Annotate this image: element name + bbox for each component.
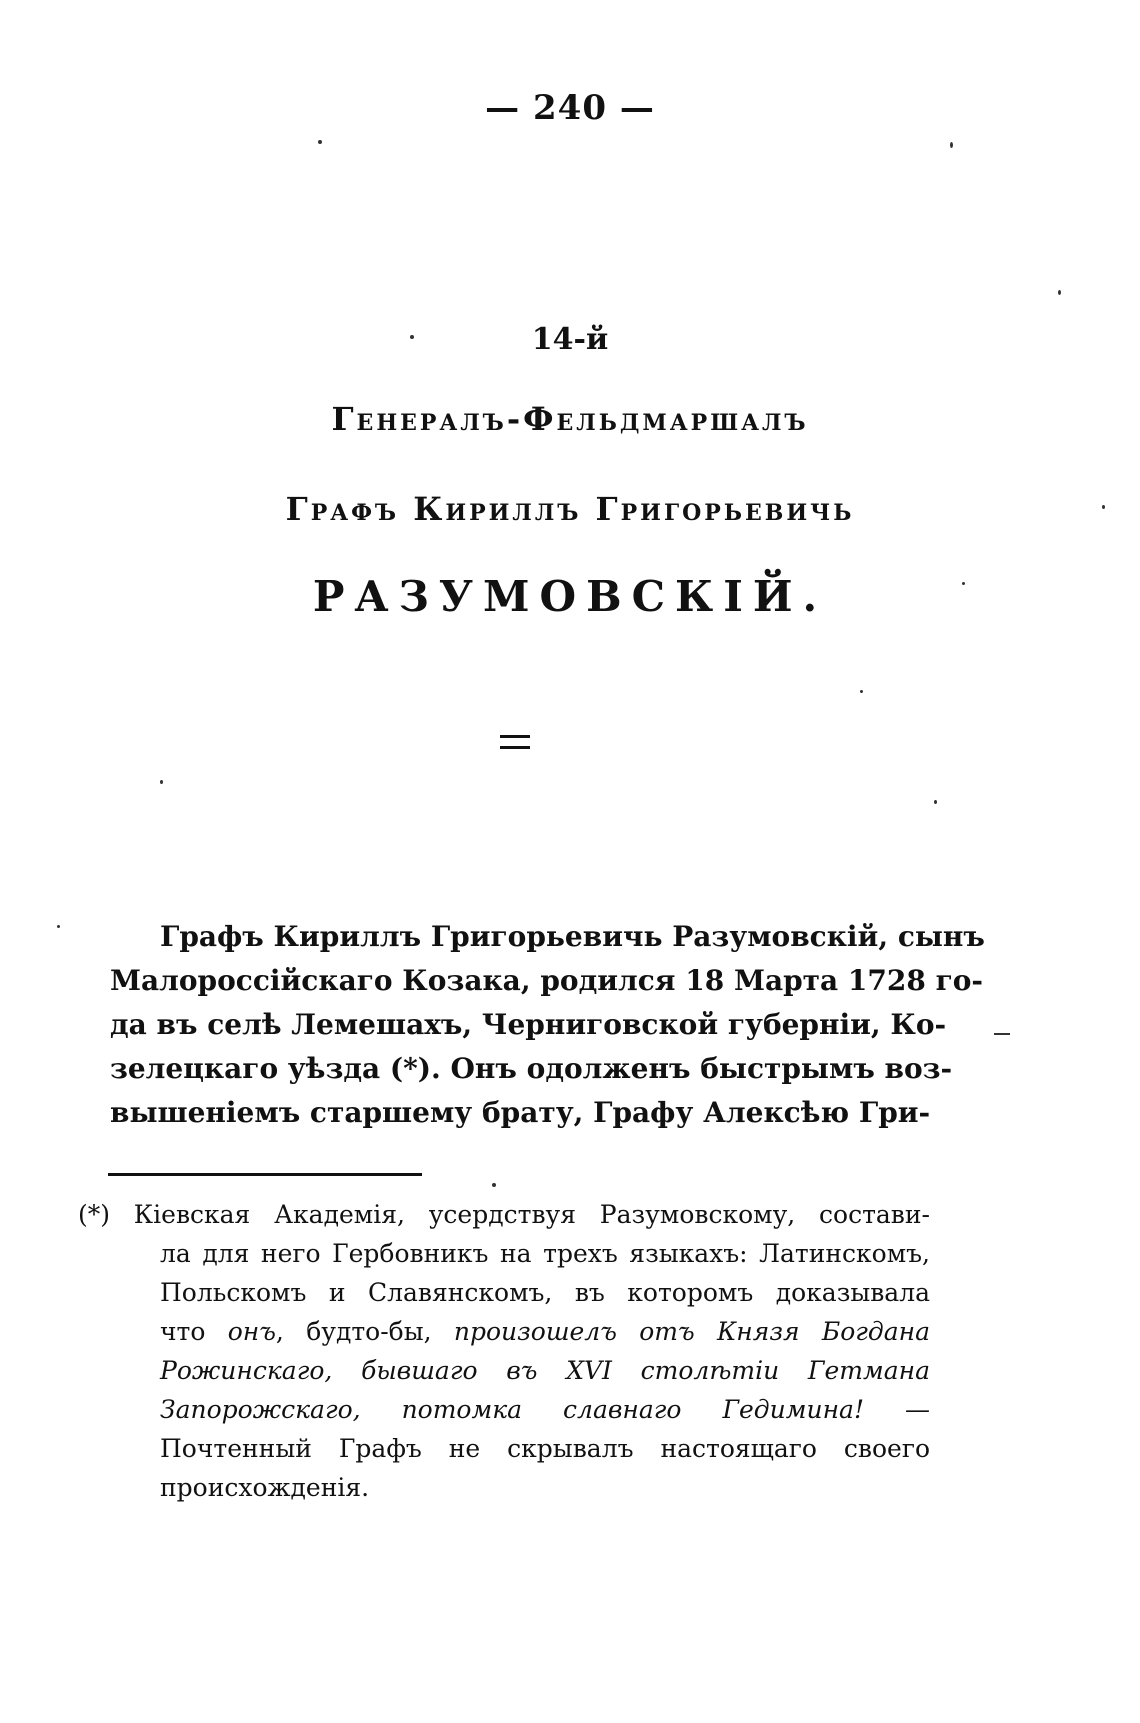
footnote-line: Польскомъ и Славянскомъ, въ которомъ доказывала [160, 1278, 930, 1307]
scan-speck [57, 925, 60, 928]
entry-number: 14-й [531, 322, 609, 357]
scan-speck [962, 582, 965, 585]
scan-speck [860, 690, 863, 693]
scan-speck [160, 780, 163, 784]
footnote-line: (*) Кіевская Академія, усердствуя Разумовскому, состави- [78, 1200, 930, 1229]
footnote-italic: онъ [227, 1317, 276, 1346]
scan-speck [318, 140, 322, 144]
page-number: — 240 — [485, 88, 655, 128]
double-rule-top [500, 735, 530, 738]
footnote-text: что [160, 1317, 228, 1346]
scan-speck [994, 1033, 1010, 1035]
footnote-line: Рожинскаго, бывшаго въ XVI столѣтіи Гетмана [160, 1356, 930, 1385]
title-name: Графъ Кириллъ Григорьевичь [285, 490, 855, 528]
footnote-line: происхожденія. [160, 1473, 370, 1502]
double-rule-bottom [500, 746, 530, 749]
body-line: вышеніемъ старшему брату, Графу Алексѣю Гри- [110, 1096, 931, 1129]
title-rank: Генералъ-Фельдмаршалъ [331, 400, 809, 438]
footnote-line: ла для него Гербовникъ на трехъ языкахъ: Латинскомъ, [160, 1239, 930, 1268]
title-surname: РАЗУМОВСКІЙ. [312, 572, 828, 621]
footnote-italic: произошелъ отъ Князя Богдана [453, 1317, 931, 1346]
scan-speck [492, 1183, 496, 1187]
footnote-separator [108, 1173, 422, 1176]
footnote-line: Почтенный Графъ не скрывалъ настоящаго своего [160, 1434, 930, 1463]
body-line: зелецкаго уѣзда (*). Онъ одолженъ быстрымъ воз- [110, 1052, 953, 1085]
body-paragraph [110, 915, 985, 1135]
scan-speck [1102, 505, 1105, 509]
scan-speck [1058, 290, 1061, 295]
body-line: да въ селѣ Лемешахъ, Черниговской губерніи, Ко- [110, 1008, 947, 1041]
body-line: Графъ Кириллъ Григорьевичь Разумовскій, сынъ [160, 920, 985, 953]
footnote-line [78, 1312, 930, 1351]
scan-speck [934, 800, 937, 804]
footnote [78, 1195, 930, 1507]
footnote-text: , будто-бы, [275, 1317, 454, 1346]
body-line: Малороссійскаго Козака, родился 18 Марта 1728 го- [110, 964, 984, 997]
scan-speck [410, 335, 414, 339]
scan-speck [950, 142, 953, 148]
footnote-line: Запорожскаго, потомка славнаго Гедимина! — [160, 1395, 930, 1424]
